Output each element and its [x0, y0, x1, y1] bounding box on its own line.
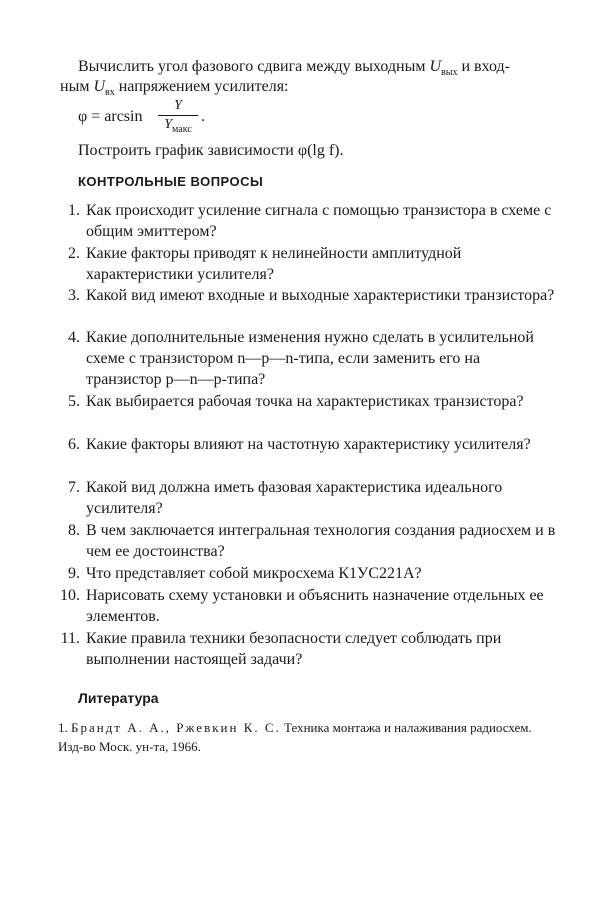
question-text: Какой вид должна иметь фазовая характеристика идеального усилителя? [86, 479, 503, 517]
question-text: Какие дополнительные изменения нужно сделать в усилительной схеме с транзистором n—p—n-типа, если заменить его на транзистор p—n—p-типа? [86, 329, 534, 388]
question-text: Какой вид имеют входные и выходные характеристики транзистора? [86, 287, 555, 304]
question-number: 10. [60, 587, 80, 604]
question-text: Какие факторы влияют на частотную характеристику усилителя? [86, 436, 531, 453]
reference-number: 1. [58, 720, 68, 735]
fraction-bar [158, 115, 198, 116]
question-number: 1. [68, 202, 80, 219]
questions-heading: КОНТРОЛЬНЫЕ ВОПРОСЫ [78, 174, 264, 189]
literature-heading: Литература [78, 690, 159, 706]
question-text: Какие факторы приводят к нелинейности амплитудной характеристики усилителя? [86, 245, 462, 283]
reference-1 [58, 718, 558, 756]
question-number: 5. [68, 393, 80, 410]
formula-numerator: Y [174, 98, 182, 113]
question-number: 11. [60, 630, 80, 647]
u-out-subscript: вых [441, 67, 458, 79]
formula-fraction [158, 98, 198, 138]
question-number: 4. [68, 329, 80, 346]
question-number: 6. [68, 436, 80, 453]
question-number: 7. [68, 479, 80, 496]
question-number: 8. [68, 522, 80, 539]
question-text: Как выбирается рабочая точка на характеристиках транзистора? [86, 393, 524, 410]
u-out-symbol: U [429, 58, 442, 75]
question-number: 3. [68, 287, 80, 304]
formula-denominator-symbol: Y [164, 117, 173, 132]
intro-text-2-start: ным [60, 78, 94, 95]
question-number: 9. [68, 565, 80, 582]
question-text: В чем заключается интегральная технология создания радиосхем и в чем ее достоинства? [86, 522, 556, 560]
question-text: Что представляет собой микросхема К1УС221А? [86, 565, 422, 582]
question-text: Какие правила техники безопасности следует соблюдать при выполнении настоящей задачи? [86, 630, 502, 668]
formula-end: . [201, 108, 205, 125]
intro-text-2-end: напряжением усилителя: [114, 78, 289, 95]
reference-text: Техника монтажа и налаживания радиосхем. Изд-во Моск. ун-та, 1966. [58, 720, 532, 754]
question-number: 2. [68, 245, 80, 262]
graph-instruction: Построить график зависимости φ(lg f). [78, 142, 344, 159]
u-in-symbol: U [93, 78, 105, 95]
intro-text-1-end: и вход- [457, 58, 510, 75]
formula-denominator [158, 117, 198, 138]
formula-denominator-subscript: макс [172, 123, 192, 135]
intro-text-1: Вычислить угол фазового сдвига между выходным [78, 58, 426, 75]
question-text: Нарисовать схему установки и объяснить назначение отдельных ее элементов. [86, 587, 544, 625]
question-text: Как происходит усиление сигнала с помощью транзистора в схеме с общим эмиттером? [86, 202, 552, 240]
formula-lhs: φ = arcsin [78, 108, 143, 125]
u-in-subscript: вх [105, 87, 115, 99]
reference-authors: Брандт А. А., Ржевкин К. С. [71, 720, 281, 735]
